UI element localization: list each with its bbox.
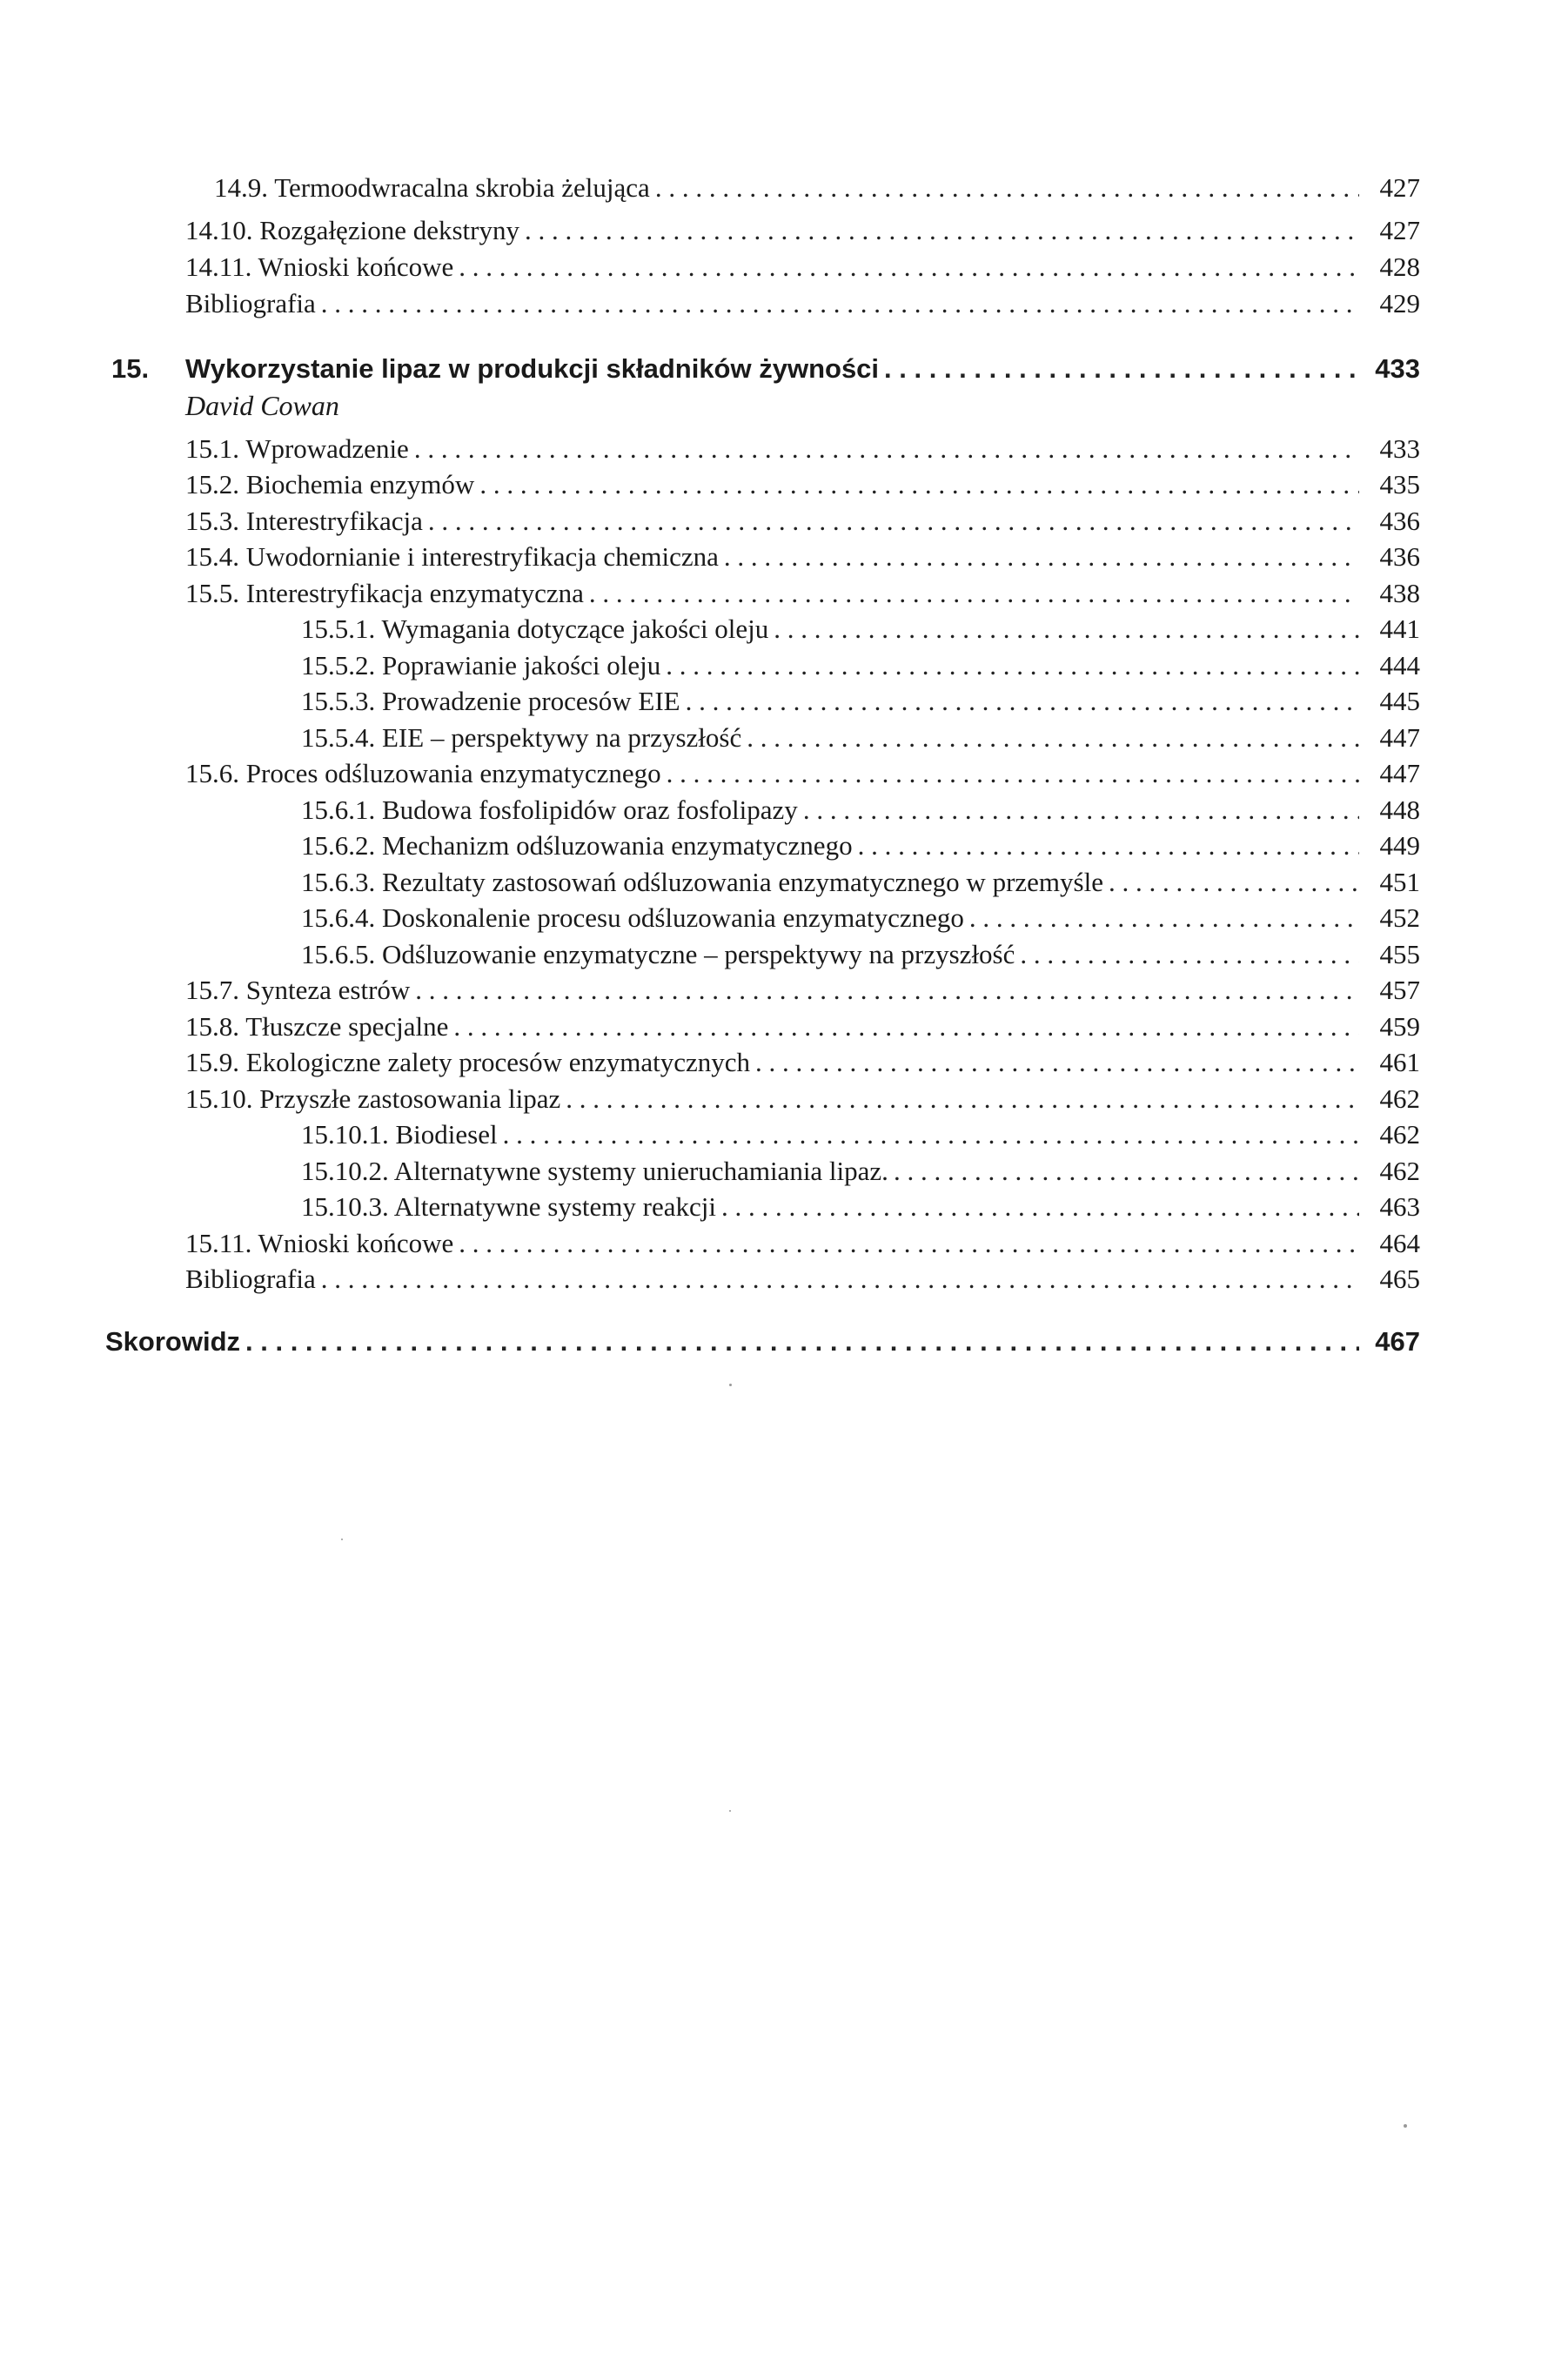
toc-entry-page: 452 [1379, 902, 1420, 933]
toc-subentry [301, 721, 1420, 755]
toc-entry-page: 463 [1379, 1191, 1420, 1222]
toc-entry-label: 15.6.2. Mechanizm odśluzowania enzymatycznego [301, 830, 853, 861]
toc-subentry [301, 828, 1420, 863]
leader-dots [747, 721, 1359, 755]
leader-dots [321, 1262, 1359, 1297]
toc-entry [185, 286, 1420, 321]
toc-subentry [301, 684, 1420, 719]
toc-entry-page: 428 [1379, 251, 1420, 282]
toc-subentry [301, 1117, 1420, 1152]
toc-entry-page: 461 [1379, 1047, 1420, 1077]
chapter-number: 15. [111, 353, 150, 384]
toc-entry [185, 250, 1420, 285]
toc-entry-label: 15.7. Synteza estrów [185, 975, 411, 1005]
toc-entry [185, 1226, 1420, 1261]
toc-entry-page: 445 [1379, 686, 1420, 716]
toc-entry [185, 504, 1420, 539]
chapter-page: 433 [1375, 353, 1420, 384]
leader-dots [459, 250, 1359, 285]
leader-dots [566, 1082, 1359, 1116]
leader-dots [655, 171, 1359, 205]
scan-speck [341, 1539, 343, 1540]
toc-entry-label: 15.2. Biochemia enzymów [185, 469, 475, 499]
toc-entry [185, 1082, 1420, 1116]
toc-subentry [301, 612, 1420, 647]
toc-entry-label: 15.5.2. Poprawianie jakości oleju [301, 650, 661, 681]
leader-dots [479, 467, 1359, 502]
toc-subentry [301, 648, 1420, 683]
index-page: 467 [1375, 1326, 1420, 1357]
toc-entry-page: 444 [1379, 650, 1420, 681]
toc-entry-page: 436 [1379, 506, 1420, 536]
leader-dots [755, 1045, 1359, 1080]
toc-entry-label: 14.10. Rozgałęzione dekstryny [185, 215, 519, 245]
toc-entry-label: 14.9. Termoodwracalna skrobia żelująca [214, 172, 650, 203]
toc-entry-page: 449 [1379, 830, 1420, 861]
toc-entry-page: 464 [1379, 1228, 1420, 1258]
leader-dots [667, 756, 1359, 791]
toc-entry-page: 451 [1379, 867, 1420, 897]
toc-entry [185, 756, 1420, 791]
leader-dots [503, 1117, 1359, 1152]
chapter-title: Wykorzystanie lipaz w produkcji składników żywności [185, 353, 880, 384]
toc-entry [185, 432, 1420, 466]
toc-subentry [301, 793, 1420, 828]
toc-entry-label: 15.5.1. Wymagania dotyczące jakości oleju [301, 613, 769, 644]
toc-entry [185, 576, 1420, 611]
toc-entry [185, 1045, 1420, 1080]
toc-entry-label: 15.4. Uwodornianie i interestryfikacja chemiczna [185, 541, 719, 572]
toc-entry-label: 15.1. Wprowadzenie [185, 433, 409, 464]
toc-entry-label: 15.5.4. EIE – perspektywy na przyszłość [301, 722, 742, 753]
leader-dots [321, 286, 1359, 321]
toc-entry [185, 540, 1420, 574]
leader-dots [525, 213, 1359, 248]
toc-entry-page: 465 [1379, 1264, 1420, 1294]
leader-dots [774, 612, 1359, 647]
toc-entry-page: 433 [1379, 433, 1420, 464]
scan-speck [729, 1810, 731, 1812]
toc-entry [185, 213, 1420, 248]
toc-entry-page: 427 [1379, 215, 1420, 245]
leader-dots [858, 828, 1359, 863]
leader-dots [803, 793, 1359, 828]
leader-dots [459, 1226, 1359, 1261]
leader-dots [686, 684, 1359, 719]
toc-entry-page: 459 [1379, 1011, 1420, 1042]
toc-entry-page: 441 [1379, 613, 1420, 644]
toc-entry-page: 436 [1379, 541, 1420, 572]
toc-subentry [301, 901, 1420, 935]
toc-entry-page: 462 [1379, 1119, 1420, 1150]
toc-entry [185, 1262, 1420, 1297]
toc-entry-label: 15.6.1. Budowa fosfolipidów oraz fosfolipazy [301, 794, 798, 825]
toc-entry-page: 448 [1379, 794, 1420, 825]
toc-entry-page: 447 [1379, 758, 1420, 788]
leader-dots [453, 1009, 1359, 1044]
leader-dots [415, 973, 1359, 1008]
toc-entry-label: Bibliografia [185, 288, 316, 318]
toc-entry-label: 14.11. Wnioski końcowe [185, 251, 454, 282]
toc-entry-label: 15.8. Tłuszcze specjalne [185, 1011, 449, 1042]
leader-dots [969, 901, 1359, 935]
toc-entry-page: 427 [1379, 172, 1420, 203]
leader-dots [666, 648, 1359, 683]
toc-entry-label: 15.9. Ekologiczne zalety procesów enzymatycznych [185, 1047, 751, 1077]
leader-dots [1020, 937, 1359, 972]
leader-dots [1109, 865, 1359, 900]
toc-entry-label: 15.6.5. Odśluzowanie enzymatyczne – perspektywy na przyszłość [301, 939, 1015, 969]
toc-subentry [301, 865, 1420, 900]
toc-entry-page: 435 [1379, 469, 1420, 499]
toc-entry-page: 438 [1379, 578, 1420, 608]
toc-entry [214, 171, 1420, 205]
toc-entry-label: 15.5. Interestryfikacja enzymatyczna [185, 578, 584, 608]
toc-entry-label: 15.3. Interestryfikacja [185, 506, 423, 536]
toc-entry-label: 15.5.3. Prowadzenie procesów EIE [301, 686, 680, 716]
toc-entry-label: 15.10. Przyszłe zastosowania lipaz [185, 1083, 561, 1114]
toc-entry-label: 15.6. Proces odśluzowania enzymatycznego [185, 758, 661, 788]
toc-subentry [301, 937, 1420, 972]
leader-dots [884, 352, 1359, 386]
toc-entry-page: 457 [1379, 975, 1420, 1005]
toc-entry-page: 429 [1379, 288, 1420, 318]
toc-entry-page: 447 [1379, 722, 1420, 753]
toc-entry [185, 973, 1420, 1008]
toc-entry-label: 15.10.1. Biodiesel [301, 1119, 498, 1150]
toc-entry-label: 15.10.2. Alternatywne systemy unieruchamiania lipaz. [301, 1156, 888, 1186]
chapter-author: David Cowan [185, 390, 339, 421]
scan-speck [729, 1384, 732, 1386]
toc-subentry [301, 1154, 1420, 1189]
leader-dots [589, 576, 1359, 611]
toc-entry-label: Bibliografia [185, 1264, 316, 1294]
leader-dots [414, 432, 1359, 466]
toc-entry-label: 15.6.3. Rezultaty zastosowań odśluzowania enzymatycznego w przemyśle [301, 867, 1103, 897]
toc-entry-label: 15.6.4. Doskonalenie procesu odśluzowania enzymatycznego [301, 902, 964, 933]
leader-dots [245, 1324, 1359, 1359]
toc-entry-page: 462 [1379, 1083, 1420, 1114]
chapter-heading [111, 352, 1420, 386]
leader-dots [894, 1154, 1359, 1189]
index-label: Skorowidz [105, 1326, 241, 1357]
toc-entry [185, 467, 1420, 502]
leader-dots [724, 540, 1359, 574]
scan-speck [1404, 2124, 1407, 2128]
index-entry [105, 1324, 1420, 1359]
toc-subentry [301, 1190, 1420, 1224]
toc-entry [185, 1009, 1420, 1044]
toc-entry-label: 15.11. Wnioski końcowe [185, 1228, 454, 1258]
toc-entry-label: 15.10.3. Alternatywne systemy reakcji [301, 1191, 716, 1222]
toc-entry-page: 462 [1379, 1156, 1420, 1186]
leader-dots [721, 1190, 1359, 1224]
toc-entry-page: 455 [1379, 939, 1420, 969]
leader-dots [428, 504, 1359, 539]
